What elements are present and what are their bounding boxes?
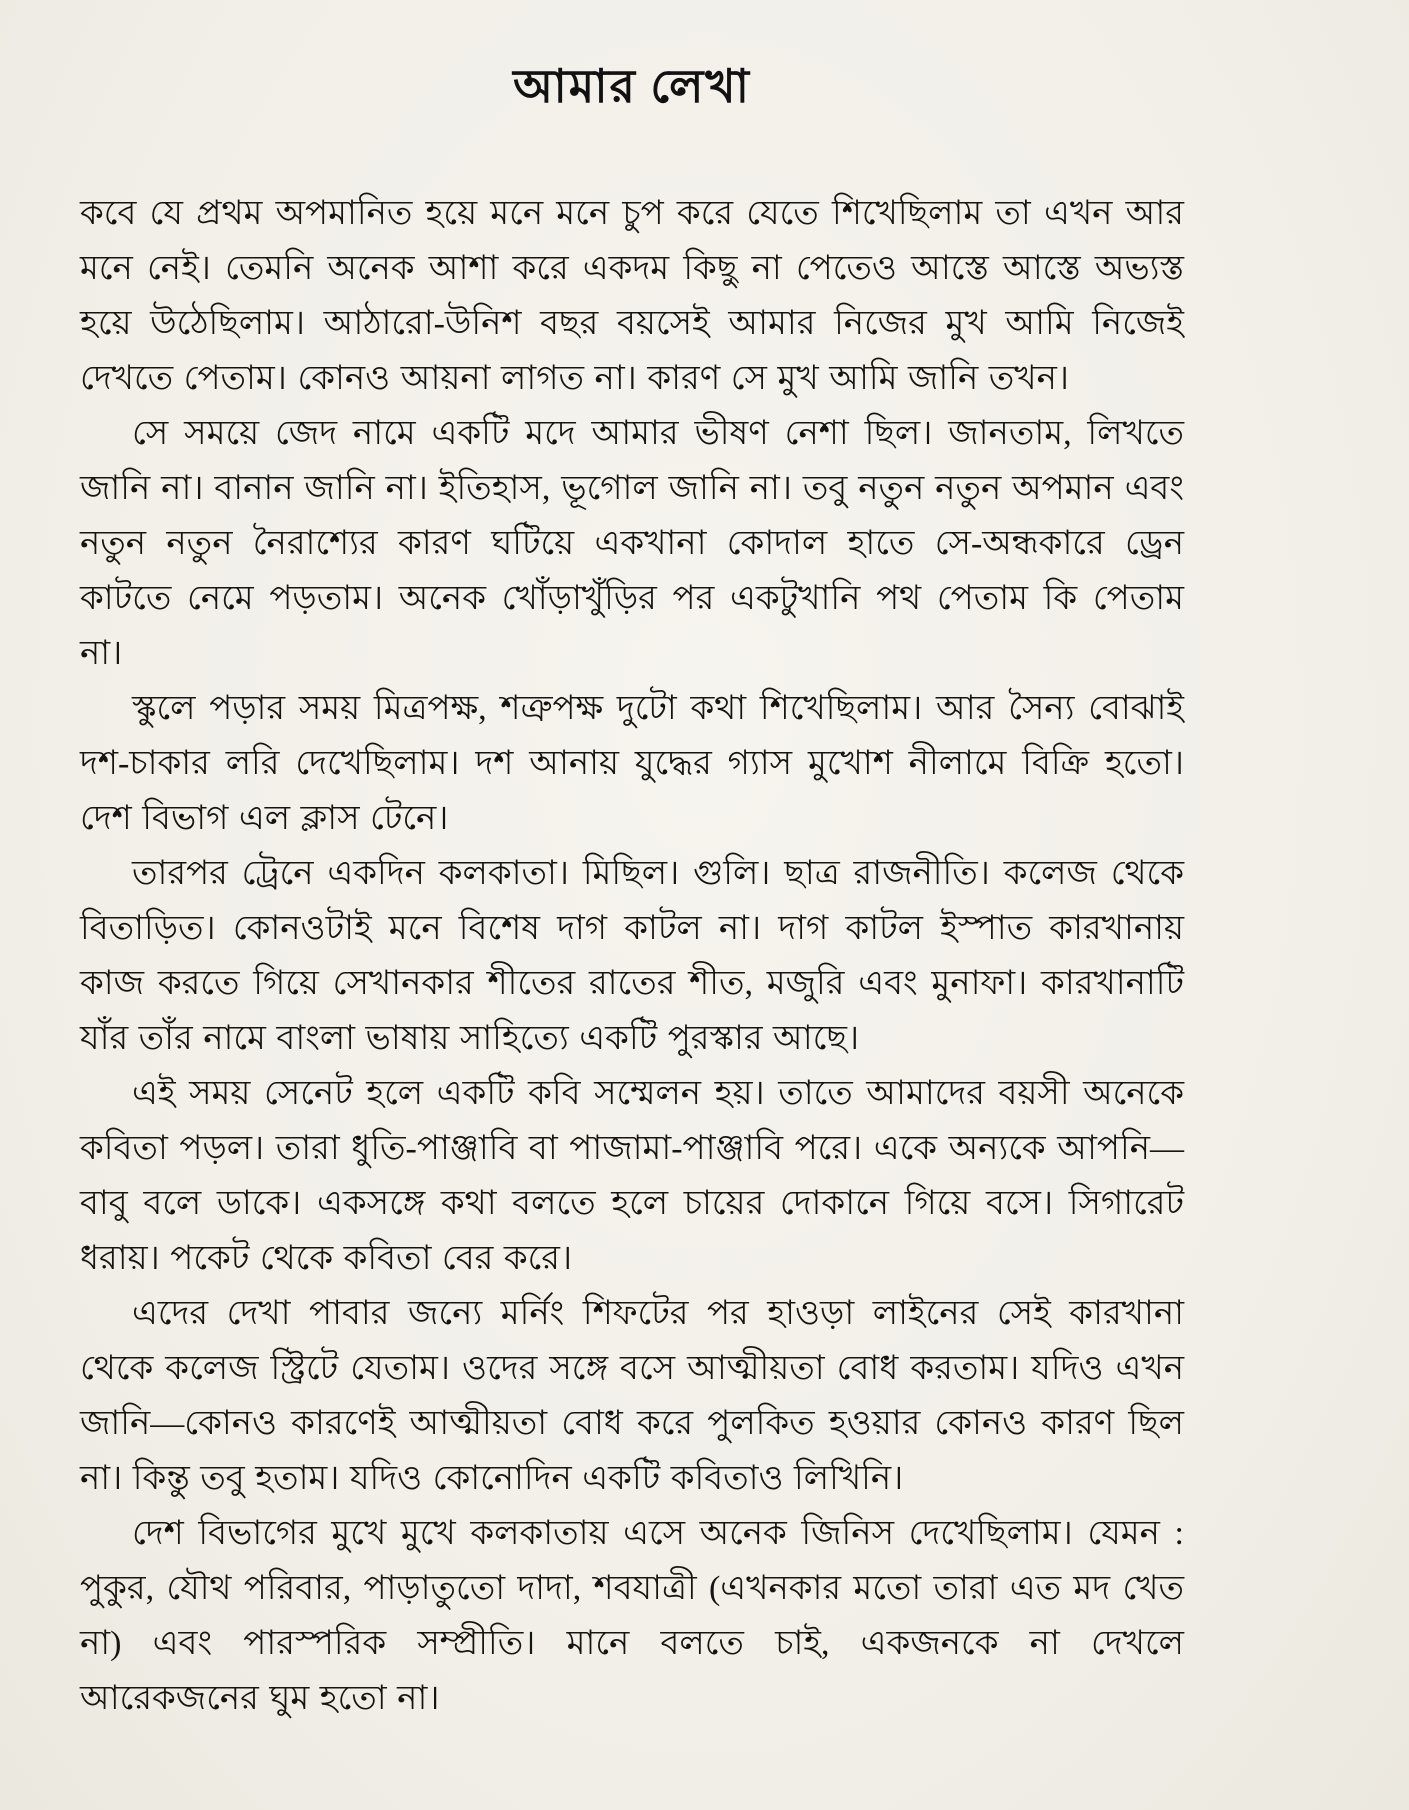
article-body <box>80 186 1184 1726</box>
page-title: আমার লেখা <box>513 61 751 112</box>
paragraph: দেশ বিভাগের মুখে মুখে কলকাতায় এসে অনেক জিনিস দেখেছিলাম। যেমন : পুকুর, যৌথ পরিবার, পাড়াতুতো দাদা, শবযাত্রী (এখনকার মতো তারা এত মদ খেত না) এবং পারস্পরিক সম্প্রীতি। মানে বলতে চাই, একজনকে না দেখলে আরেকজনের ঘুম হতো না। <box>80 1515 1184 1717</box>
paragraph: এদের দেখা পাবার জন্যে মর্নিং শিফটের পর হাওড়া লাইনের সেই কারখানা থেকে কলেজ স্ট্রিটে যেতাম। ওদের সঙ্গে বসে আত্মীয়তা বোধ করতাম। যদিও এখন জানি—কোনও কারণেই আত্মীয়তা বোধ করে পুলকিত হওয়ার কোনও কারণ ছিল না। কিন্তু তবু হতাম। যদিও কোনোদিন একটি কবিতাও লিখিনি। <box>80 1295 1184 1497</box>
paragraph: স্কুলে পড়ার সময় মিত্রপক্ষ, শত্রুপক্ষ দুটো কথা শিখেছিলাম। আর সৈন্য বোঝাই দশ-চাকার লরি দেখেছিলাম। দশ আনায় যুদ্ধের গ্যাস মুখোশ নীলামে বিক্রি হতো। দেশ বিভাগ এল ক্লাস টেনে। <box>80 690 1184 837</box>
paragraph: তারপর ট্রেনে একদিন কলকাতা। মিছিল। গুলি। ছাত্র রাজনীতি। কলেজ থেকে বিতাড়িত। কোনওটাই মনে বিশেষ দাগ কাটল না। দাগ কাটল ইস্পাত কারখানায় কাজ করতে গিয়ে সেখানকার শীতের রাতের শীত, মজুরি এবং মুনাফা। কারখানাটি যাঁর তাঁর নামে বাংলা ভাষায় সাহিত্যে একটি পুরস্কার আছে। <box>80 855 1184 1057</box>
paragraph: এই সময় সেনেট হলে একটি কবি সম্মেলন হয়। তাতে আমাদের বয়সী অনেকে কবিতা পড়ল। তারা ধুতি-পাঞ্জাবি বা পাজামা-পাঞ্জাবি পরে। একে অন্যকে আপনি—বাবু বলে ডাকে। একসঙ্গে কথা বলতে হলে চায়ের দোকানে গিয়ে বসে। সিগারেট ধরায়। পকেট থেকে কবিতা বের করে। <box>80 1075 1184 1277</box>
paragraph: কবে যে প্রথম অপমানিত হয়ে মনে মনে চুপ করে যেতে শিখেছিলাম তা এখন আর মনে নেই। তেমনি অনেক আশা করে একদম কিছু না পেতেও আস্তে আস্তে অভ্যস্ত হয়ে উঠেছিলাম। আঠারো-উনিশ বছর বয়সেই আমার নিজের মুখ আমি নিজেই দেখতে পেতাম। কোনও আয়না লাগত না। কারণ সে মুখ আমি জানি তখন। <box>80 195 1184 397</box>
paragraph: সে সময়ে জেদ নামে একটি মদে আমার ভীষণ নেশা ছিল। জানতাম, লিখতে জানি না। বানান জানি না। ইতিহাস, ভূগোল জানি না। তবু নতুন নতুন অপমান এবং নতুন নতুন নৈরাশ্যের কারণ ঘটিয়ে একখানা কোদাল হাতে সে-অন্ধকারে ড্রেন কাটতে নেমে পড়তাম। অনেক খোঁড়াখুঁড়ির পর একটুখানি পথ পেতাম কি পেতাম না। <box>80 415 1184 672</box>
